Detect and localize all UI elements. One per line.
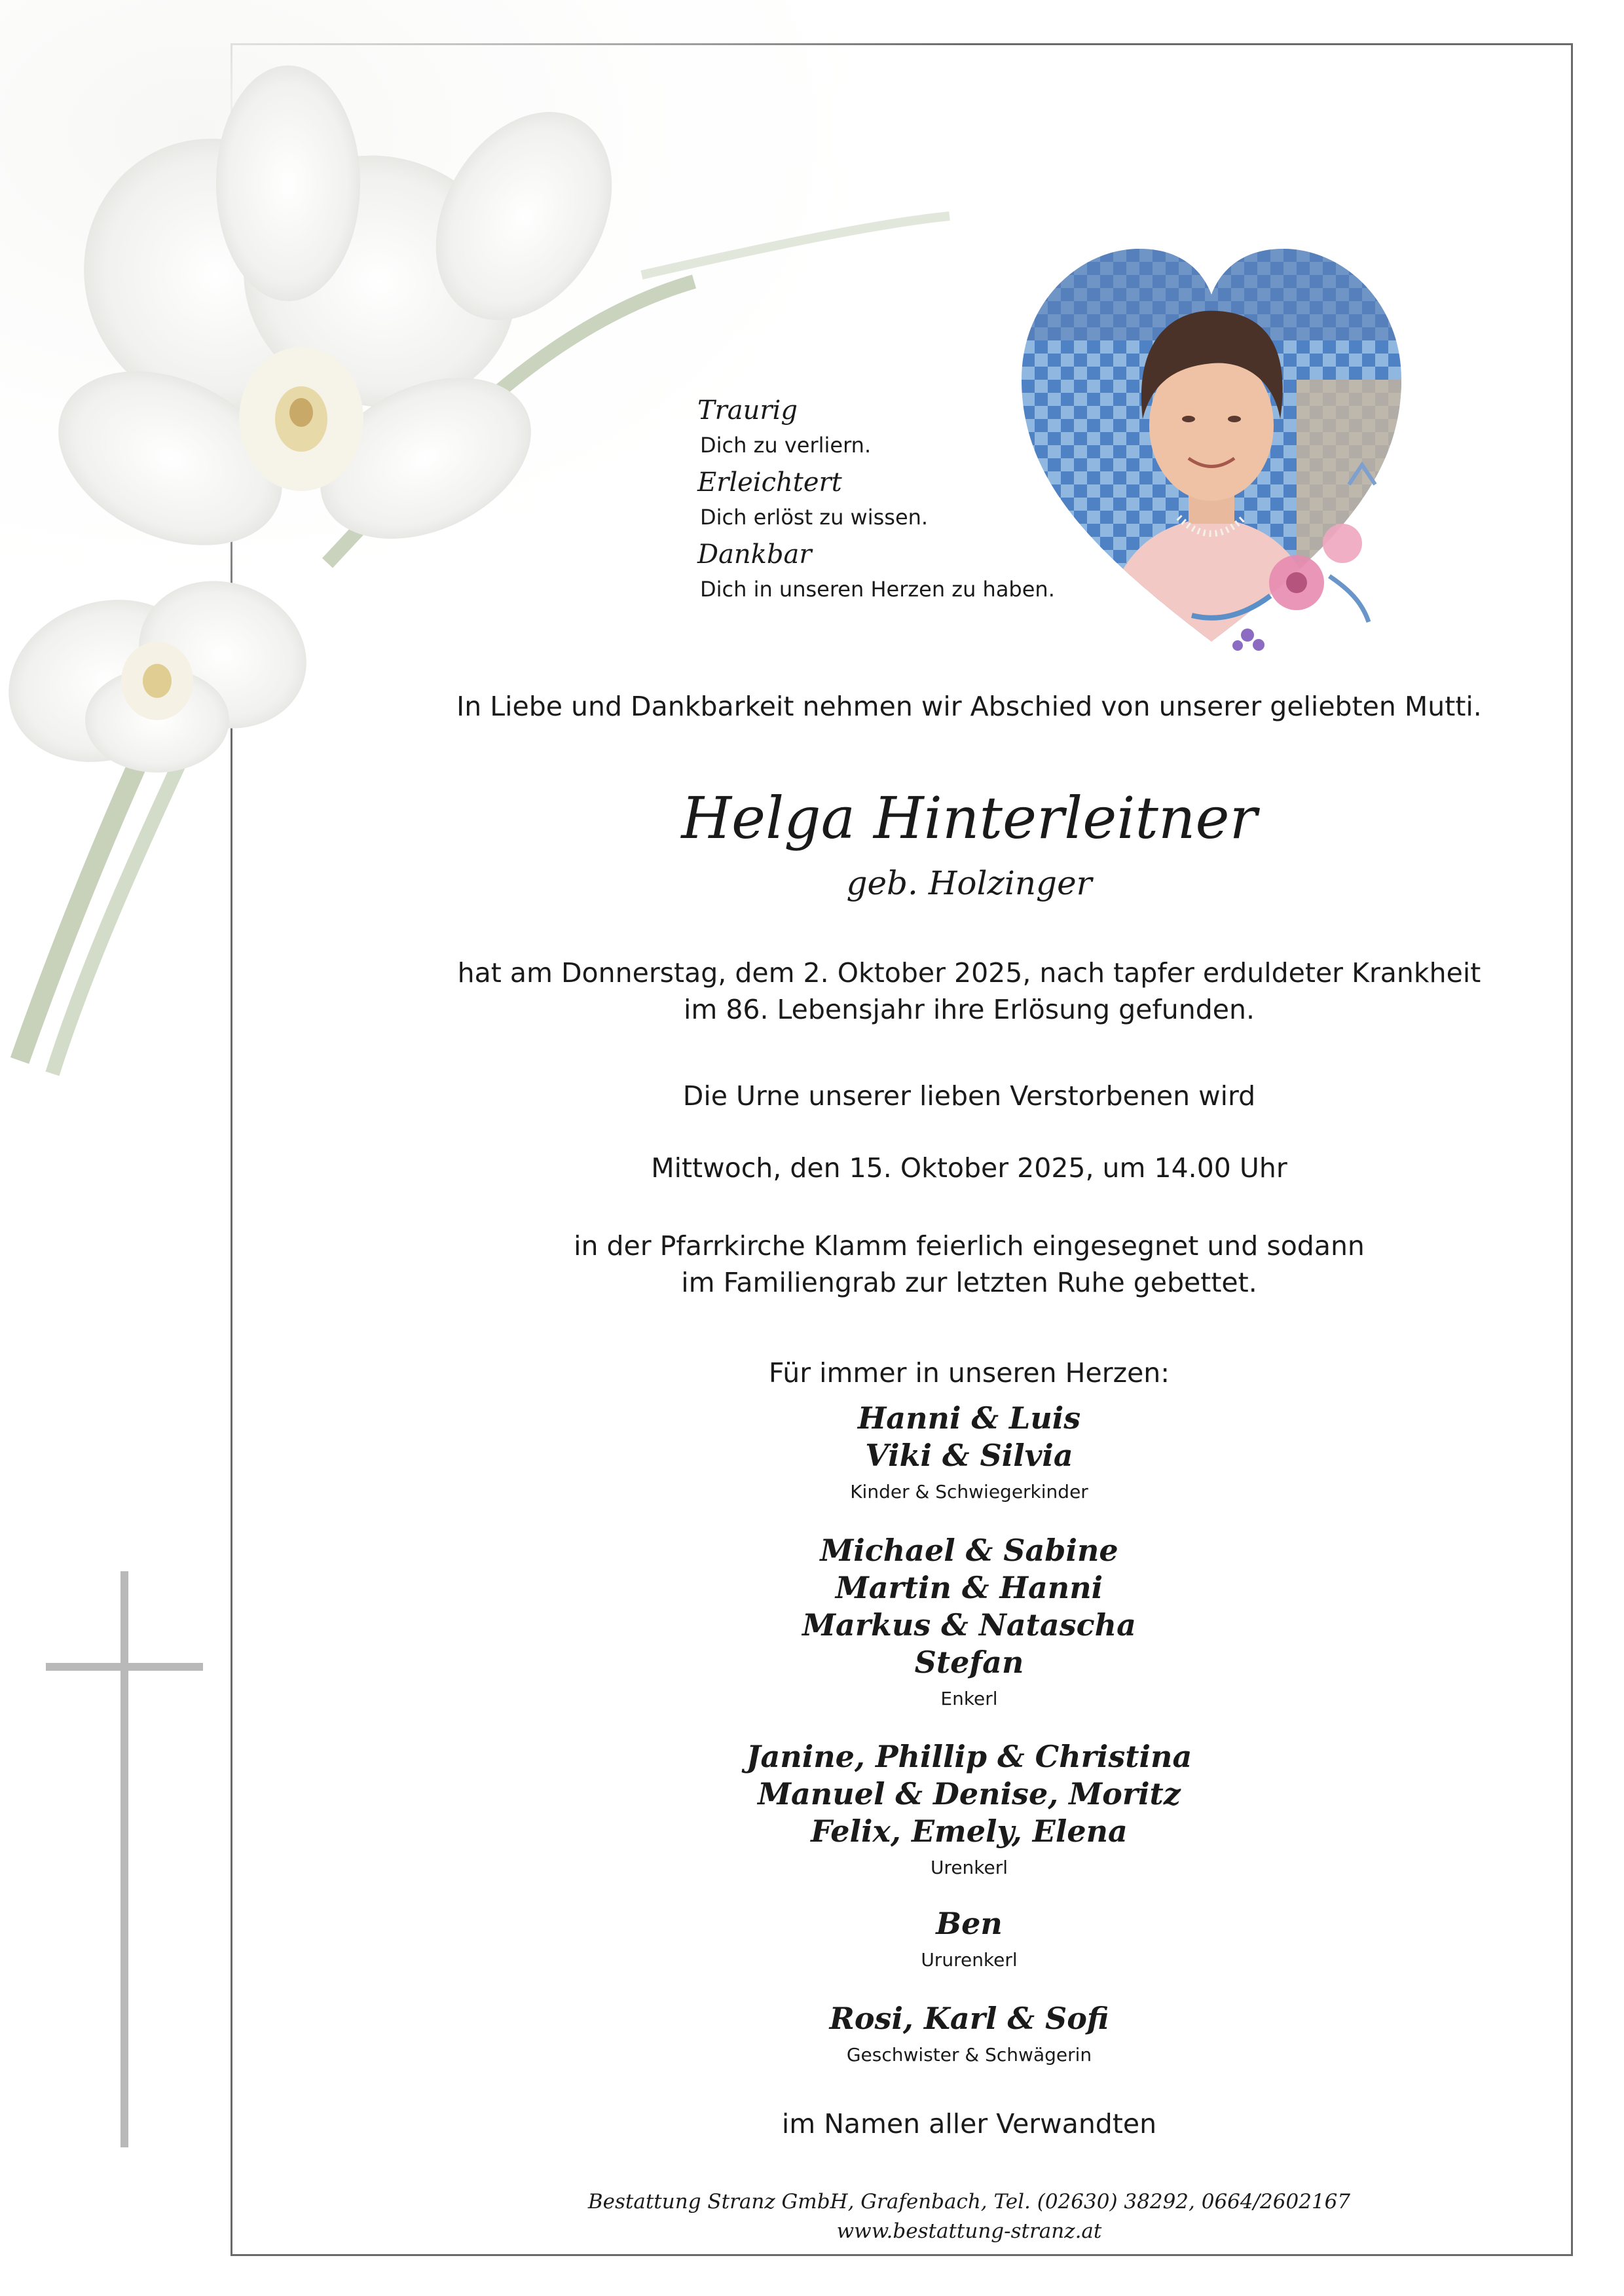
mourner-names: Viki & Silvia (865, 1438, 1073, 1473)
verse-keyword: Erleichtert (697, 467, 842, 498)
mourner-names: Felix, Emely, Elena (811, 1813, 1128, 1849)
mourner-names: Markus & Natascha (802, 1607, 1136, 1643)
ceremony-place (367, 1228, 1572, 1301)
intro-text: In Liebe und Dankbarkeit nehmen wir Abschied von unserer geliebten Mutti. (456, 691, 1482, 722)
verse-keyword: Dankbar (697, 539, 812, 570)
urn-notice: Die Urne unserer lieben Verstorbenen wird (682, 1080, 1256, 1112)
mourner-names: Manuel & Denise, Moritz (758, 1776, 1181, 1812)
mourner-names: Janine, Phillip & Christina (746, 1739, 1192, 1774)
closing-text: im Namen aller Verwandten (781, 2108, 1157, 2140)
mourner-names: Rosi, Karl & Sofi (829, 2001, 1109, 2036)
mourner-role: Kinder & Schwiegerkinder (850, 1481, 1088, 1503)
death-notice-line: im 86. Lebensjahr ihre Erlösung gefunden. (683, 994, 1255, 1025)
mourner-names: Martin & Hanni (835, 1570, 1103, 1605)
mourner-role: Enkerl (940, 1688, 998, 1709)
mourner-role: Geschwister & Schwägerin (846, 2044, 1092, 2066)
verse-line: Dich erlöst zu wissen. (700, 505, 929, 530)
mourner-group-great-grandchildren (367, 1738, 1572, 1878)
deceased-name: Helga Hinterleitner (681, 784, 1257, 852)
memorial-verse (697, 393, 1064, 609)
mourner-group-children (367, 1400, 1572, 1503)
mourner-names: Michael & Sabine (820, 1533, 1118, 1568)
mourner-names: Hanni & Luis (857, 1400, 1081, 1436)
mourner-role: Urenkerl (930, 1857, 1008, 1878)
ceremony-place-line: im Familiengrab zur letzten Ruhe gebettet. (681, 1267, 1257, 1298)
ceremony-datetime: Mittwoch, den 15. Oktober 2025, um 14.00 Uhr (651, 1152, 1287, 1184)
verse-line: Dich in unseren Herzen zu haben. (700, 577, 1055, 602)
deceased-portrait-heart (1022, 249, 1401, 655)
mourner-group-great-great-grandchildren (367, 1905, 1572, 1971)
mourner-names: Stefan (914, 1645, 1024, 1680)
ceremony-place-line: in der Pfarrkirche Klamm feierlich eingesegnet und sodann (574, 1230, 1365, 1262)
mourner-names: Ben (936, 1906, 1003, 1941)
mourner-group-siblings (367, 2000, 1572, 2066)
verse-line: Dich zu verliern. (700, 433, 872, 458)
cross-icon (46, 1571, 203, 2147)
maiden-name: geb. Holzinger (846, 864, 1092, 902)
mourners-intro: Für immer in unseren Herzen: (768, 1357, 1170, 1389)
funeral-home-contact: Bestattung Stranz GmbH, Grafenbach, Tel. (02630) 38292, 0664/2602167 (587, 2190, 1351, 2214)
funeral-home-website: www.bestattung-stranz.at (836, 2219, 1102, 2243)
verse-keyword: Traurig (697, 395, 798, 426)
mourner-role: Ururenkerl (921, 1949, 1018, 1971)
death-notice-line: hat am Donnerstag, dem 2. Oktober 2025, nach tapfer erduldeter Krankheit (457, 957, 1481, 989)
death-notice (367, 955, 1572, 1028)
mourner-group-grandchildren (367, 1532, 1572, 1709)
